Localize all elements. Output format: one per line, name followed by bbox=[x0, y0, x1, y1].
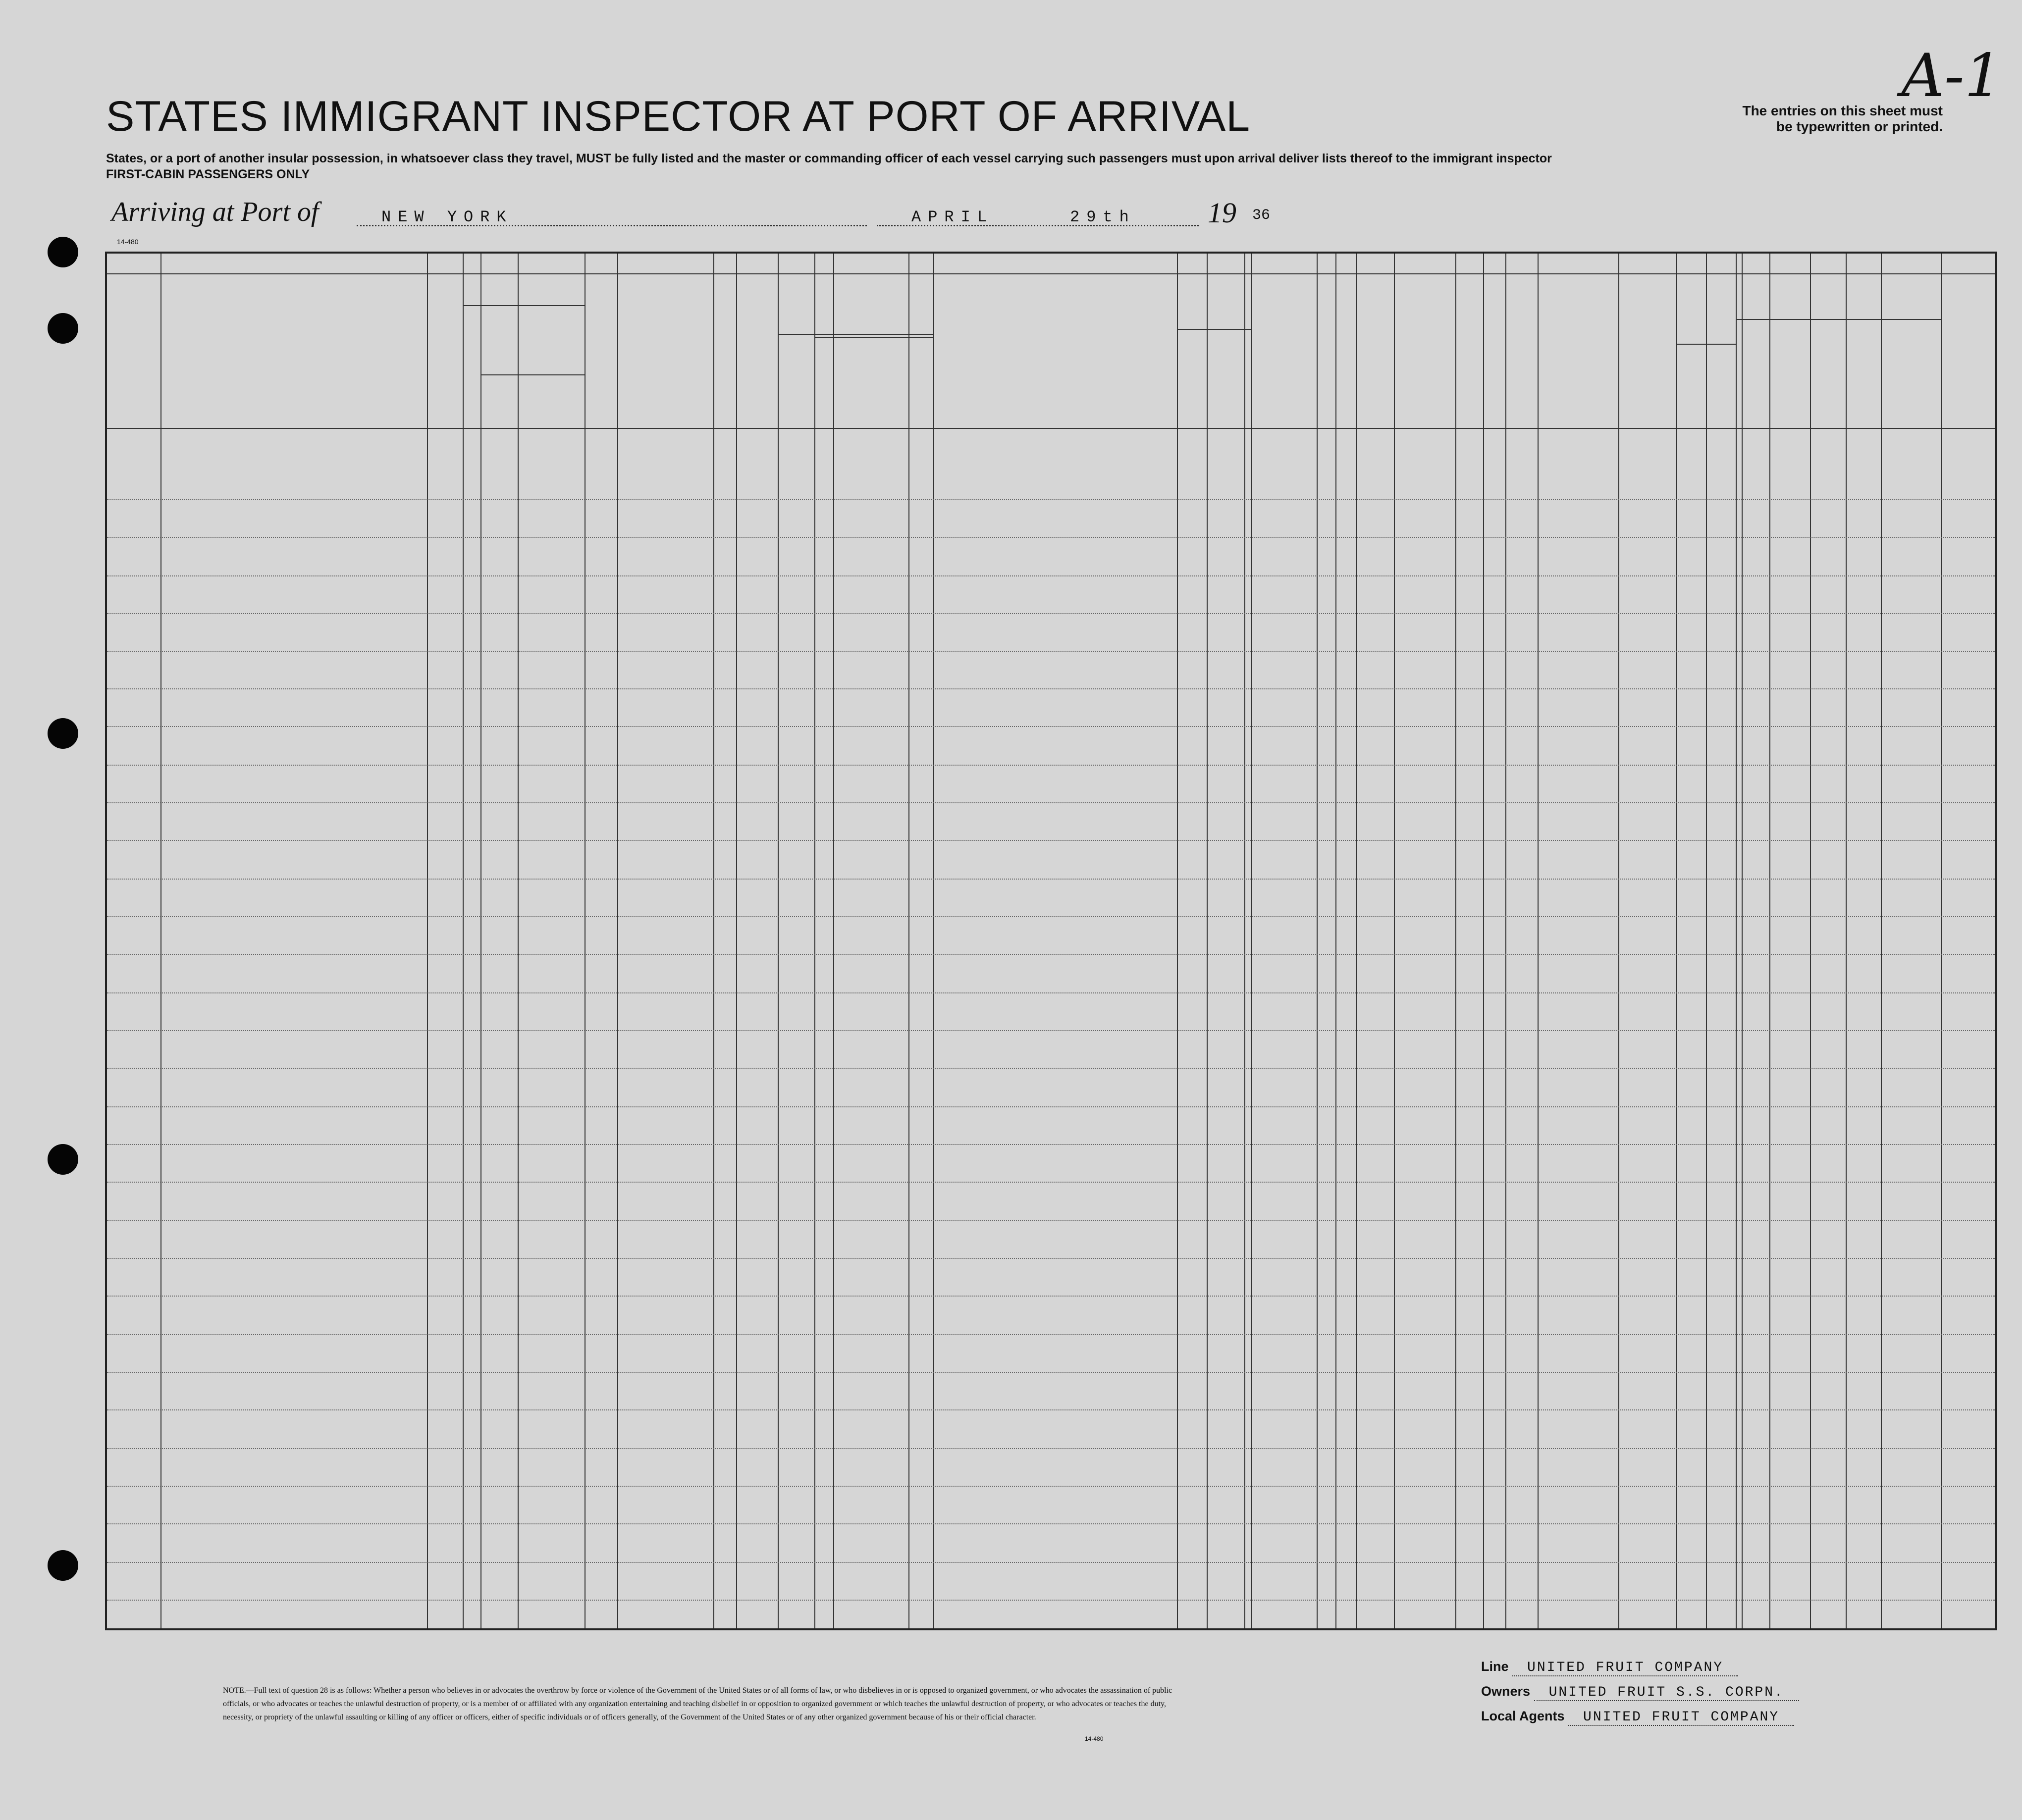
row-rule bbox=[107, 575, 1995, 576]
column-rule bbox=[1742, 254, 1743, 1628]
column-rule bbox=[160, 254, 161, 1628]
row-rule bbox=[107, 954, 1995, 955]
column-rule bbox=[1676, 254, 1677, 1628]
column-rule bbox=[1177, 254, 1178, 1628]
column-rule bbox=[1769, 254, 1770, 1628]
column-rule bbox=[933, 254, 934, 1628]
line-label: Line bbox=[1481, 1659, 1509, 1674]
row-rule bbox=[107, 537, 1995, 538]
header-subrule bbox=[814, 337, 933, 338]
header-subrule bbox=[1177, 329, 1251, 330]
day-value: 29th bbox=[1070, 208, 1136, 226]
row-rule bbox=[107, 1258, 1995, 1259]
column-rule bbox=[1810, 254, 1811, 1628]
form-number-top: 14-480 bbox=[117, 238, 139, 246]
row-rule bbox=[107, 1600, 1995, 1601]
page-mark: A-1 bbox=[1901, 42, 2002, 110]
row-rule bbox=[107, 1182, 1995, 1183]
column-rule bbox=[1483, 254, 1484, 1628]
page-title: STATES IMMIGRANT INSPECTOR AT PORT OF ARRIVAL bbox=[106, 93, 1251, 140]
row-rule bbox=[107, 613, 1995, 614]
manifest-table bbox=[105, 252, 1997, 1630]
line-value: UNITED FRUIT COMPANY bbox=[1512, 1660, 1738, 1676]
column-rule bbox=[1538, 254, 1539, 1628]
header-subrule bbox=[480, 374, 585, 375]
entries-note-1: The entries on this sheet must bbox=[1742, 103, 1943, 118]
column-rule bbox=[713, 254, 714, 1628]
row-rule bbox=[107, 1106, 1995, 1107]
column-rule bbox=[427, 254, 428, 1628]
column-rule bbox=[1251, 254, 1252, 1628]
column-rule bbox=[1244, 254, 1245, 1628]
header-subrule bbox=[1736, 319, 1941, 320]
row-rule bbox=[107, 651, 1995, 652]
column-rule bbox=[1335, 254, 1336, 1628]
column-rule bbox=[1846, 254, 1847, 1628]
footer-form-number: 14-480 bbox=[1085, 1735, 1104, 1742]
row-rule bbox=[107, 840, 1995, 841]
row-rule bbox=[107, 1523, 1995, 1524]
column-rule bbox=[814, 254, 815, 1628]
agents-label: Local Agents bbox=[1481, 1709, 1565, 1723]
row-rule bbox=[107, 1068, 1995, 1069]
header-subrule bbox=[778, 334, 933, 335]
punch-hole bbox=[48, 237, 78, 267]
punch-hole bbox=[48, 1144, 78, 1175]
column-rule bbox=[1881, 254, 1882, 1628]
row-rule bbox=[107, 726, 1995, 727]
agents-value: UNITED FRUIT COMPANY bbox=[1568, 1710, 1794, 1726]
column-rule bbox=[736, 254, 737, 1628]
row-rule bbox=[107, 1220, 1995, 1221]
row-rule bbox=[107, 992, 1995, 993]
instructions-line: States, or a port of another insular possession, in whatsoever class they travel, MUST be fully listed and the master or commanding officer of each vessel carrying such passengers must upon arrival deliver lists thereof to the immigrant inspector bbox=[106, 152, 1552, 165]
year-prefix: 19 bbox=[1208, 197, 1236, 229]
row-rule bbox=[107, 1486, 1995, 1487]
column-rule bbox=[1356, 254, 1357, 1628]
column-rule bbox=[833, 254, 834, 1628]
punch-hole bbox=[48, 718, 78, 749]
column-rule bbox=[480, 254, 481, 1628]
year-suffix: 36 bbox=[1252, 207, 1271, 224]
column-rule bbox=[1736, 254, 1737, 1628]
row-rule bbox=[107, 1409, 1995, 1410]
row-rule bbox=[107, 916, 1995, 917]
column-rule bbox=[1706, 254, 1707, 1628]
owners-value: UNITED FRUIT S.S. CORPN. bbox=[1534, 1685, 1799, 1701]
column-rule bbox=[1455, 254, 1456, 1628]
column-rule bbox=[908, 254, 909, 1628]
column-rule bbox=[463, 254, 464, 1628]
column-rule bbox=[1505, 254, 1506, 1628]
month-value: APRIL bbox=[911, 208, 994, 226]
row-rule bbox=[107, 879, 1995, 880]
punch-hole bbox=[48, 1550, 78, 1581]
punch-hole bbox=[48, 313, 78, 344]
column-rule bbox=[1618, 254, 1619, 1628]
row-rule bbox=[107, 1334, 1995, 1335]
header-rule bbox=[107, 273, 1995, 274]
class-line: FIRST-CABIN PASSENGERS ONLY bbox=[106, 167, 310, 181]
column-rule bbox=[1317, 254, 1318, 1628]
port-value: NEW YORK bbox=[381, 208, 513, 226]
footer-note: NOTE.—Full text of question 28 is as follows: Whether a person who believes in or advocates the overthrow by force or violence of the Government of the United States or of all forms of law, or who disbelieves in or is opposed to organized government, or who advocates the assassination of public officials, or who advocates or teaches the unlawful destruction of property, or is a member of or affiliated with any organization entertaining and teaching disbelief in or opposition to organized government or which teaches the unlawful destruction of property, or who advocates or teaches the duty, necessity, or propriety of the unlawful assaulting or killing of any officer or officers, either of specific individuals or of officers generally, of the Government of the United States or of any other organized government because of his or their official character. bbox=[223, 1686, 1172, 1721]
header-rule bbox=[107, 428, 1995, 429]
header-subrule bbox=[1676, 344, 1736, 345]
row-rule bbox=[107, 765, 1995, 766]
arriving-label: Arriving at Port of bbox=[111, 197, 319, 227]
column-rule bbox=[778, 254, 779, 1628]
owners-label: Owners bbox=[1481, 1684, 1531, 1699]
column-rule bbox=[518, 254, 519, 1628]
column-rule bbox=[617, 254, 618, 1628]
row-rule bbox=[107, 1562, 1995, 1563]
column-rule bbox=[1207, 254, 1208, 1628]
row-rule bbox=[107, 1448, 1995, 1449]
row-rule bbox=[107, 1030, 1995, 1031]
row-rule bbox=[107, 1144, 1995, 1145]
row-rule bbox=[107, 802, 1995, 803]
header-subrule bbox=[463, 305, 585, 306]
column-rule bbox=[1394, 254, 1395, 1628]
row-rule bbox=[107, 499, 1995, 500]
row-rule bbox=[107, 1296, 1995, 1297]
row-rule bbox=[107, 688, 1995, 689]
row-rule bbox=[107, 1372, 1995, 1373]
entries-note-2: be typewritten or printed. bbox=[1776, 119, 1943, 134]
column-rule bbox=[1941, 254, 1942, 1628]
